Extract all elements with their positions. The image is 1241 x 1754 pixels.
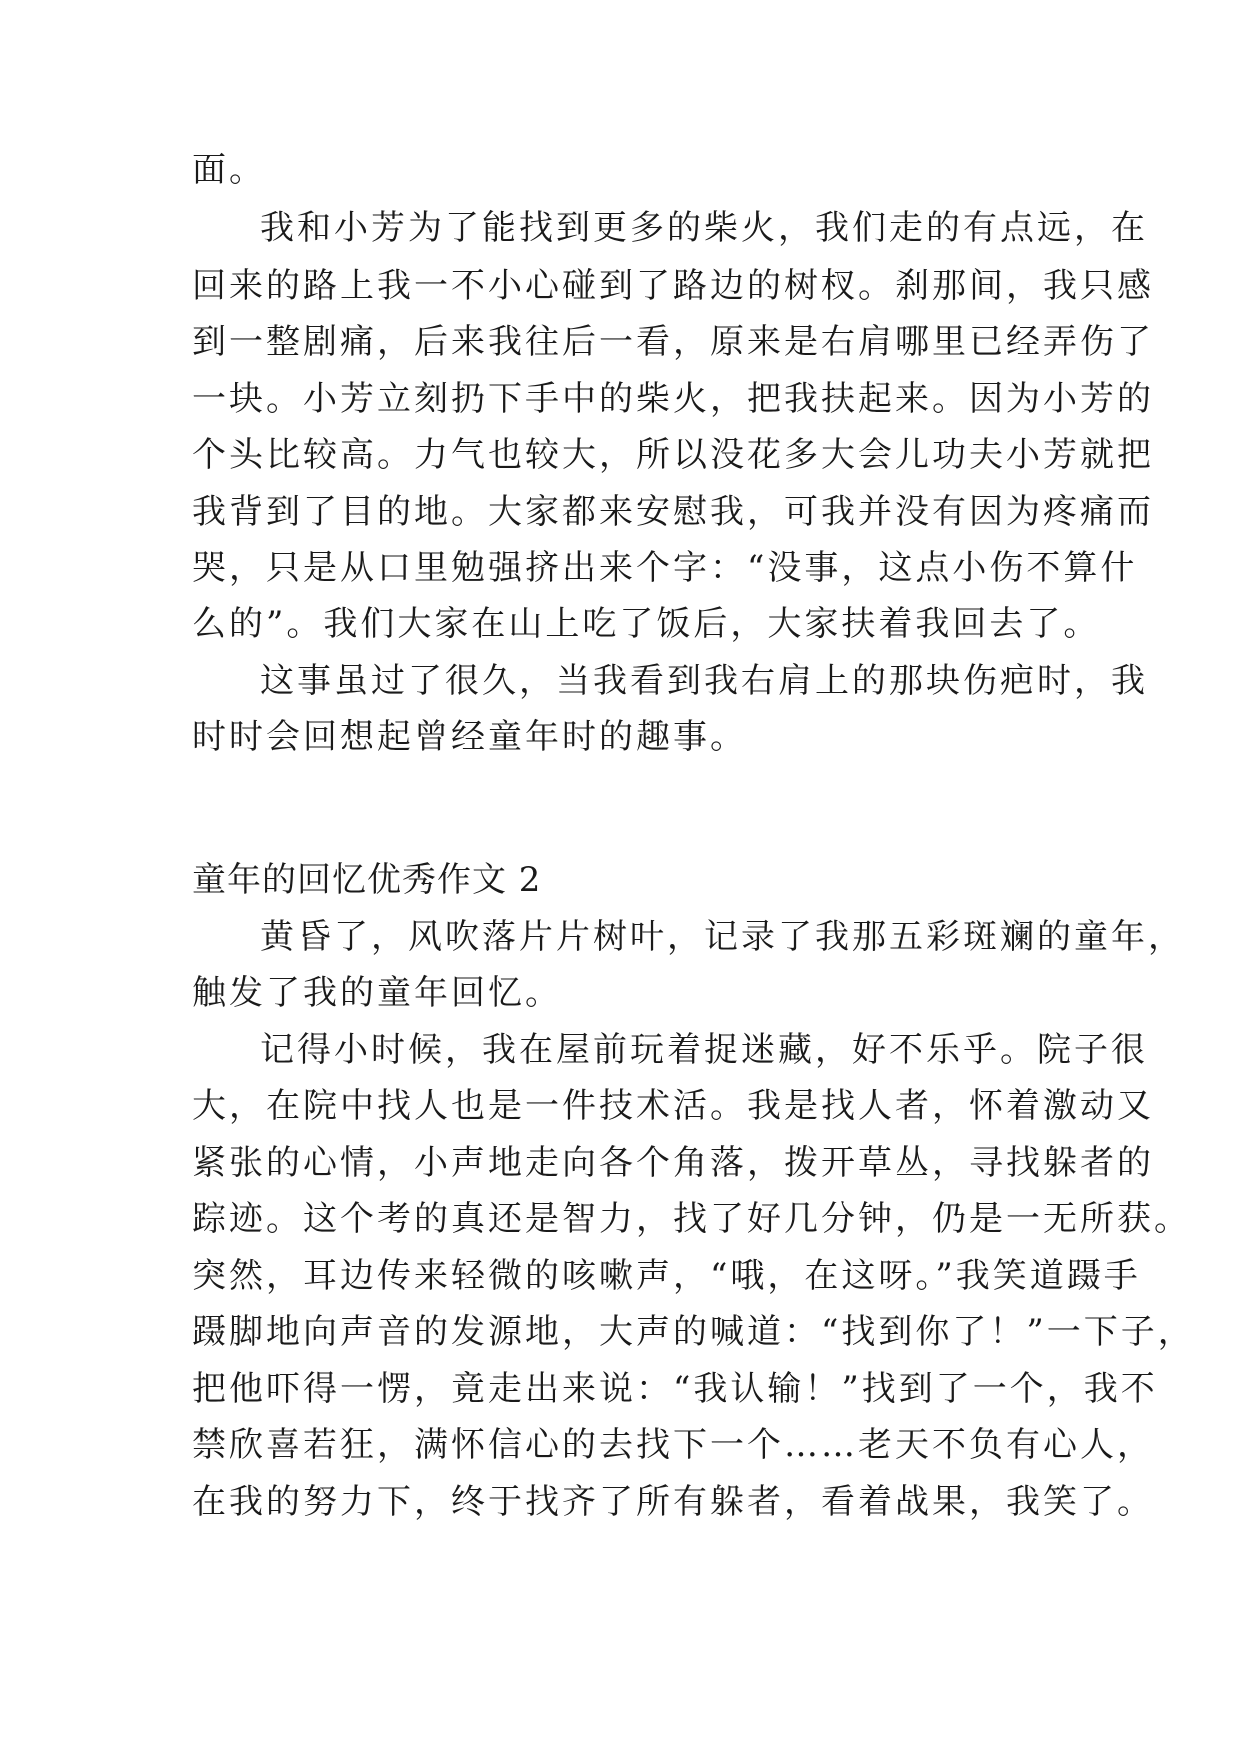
text-line: 蹑脚地向声音的发源地，大声的喊道：“找到你了！”一下子， bbox=[192, 1312, 1195, 1352]
paragraph-first-line: 我和小芳为了能找到更多的柴火，我们走的有点远，在 bbox=[260, 208, 1148, 248]
text-line: 在我的努力下，终于找齐了所有躲者，看着战果，我笑了。 bbox=[192, 1482, 1154, 1522]
paragraph-first-line: 黄昏了，风吹落片片树叶，记录了我那五彩斑斓的童年， bbox=[260, 917, 1185, 957]
text-line: 突然，耳边传来轻微的咳嗽声，“哦，在这呀。”我笑道蹑手 bbox=[192, 1256, 1141, 1296]
text-line: 禁欣喜若狂，满怀信心的去找下一个……老天不负有心人， bbox=[192, 1425, 1154, 1465]
text-line: 个头比较高。力气也较大，所以没花多大会儿功夫小芳就把 bbox=[192, 435, 1154, 475]
section-heading: 童年的回忆优秀作文 2 bbox=[192, 860, 542, 900]
text-line: 我背到了目的地。大家都来安慰我，可我并没有因为疼痛而 bbox=[192, 492, 1154, 532]
text-line: 到一整剧痛，后来我往后一看，原来是右肩哪里已经弄伤了 bbox=[192, 322, 1154, 362]
text-line: 触发了我的童年回忆。 bbox=[192, 973, 562, 1013]
text-line: 踪迹。这个考的真还是智力，找了好几分钟，仍是一无所获。 bbox=[192, 1199, 1191, 1239]
text-line: 紧张的心情，小声地走向各个角落，拨开草丛，寻找躲者的 bbox=[192, 1143, 1154, 1183]
paragraph-first-line: 这事虽过了很久，当我看到我右肩上的那块伤疤时，我 bbox=[260, 661, 1148, 701]
text-line: 把他吓得一愣，竟走出来说：“我认输！”找到了一个，我不 bbox=[192, 1369, 1158, 1409]
paragraph-first-line: 记得小时候，我在屋前玩着捉迷藏，好不乐乎。院子很 bbox=[260, 1030, 1148, 1070]
text-line: 哭，只是从口里勉强挤出来个字：“没事，这点小伤不算什 bbox=[192, 548, 1138, 588]
text-line: 时时会回想起曾经童年时的趣事。 bbox=[192, 717, 747, 757]
text-line: 回来的路上我一不小心碰到了路边的树杈。刹那间，我只感 bbox=[192, 266, 1154, 306]
text-line: 么的”。我们大家在山上吃了饭后，大家扶着我回去了。 bbox=[192, 604, 1101, 644]
text-line: 大，在院中找人也是一件技术活。我是找人者，怀着激动又 bbox=[192, 1086, 1154, 1126]
text-line: 面。 bbox=[192, 150, 266, 190]
text-line: 一块。小芳立刻扔下手中的柴火，把我扶起来。因为小芳的 bbox=[192, 379, 1154, 419]
